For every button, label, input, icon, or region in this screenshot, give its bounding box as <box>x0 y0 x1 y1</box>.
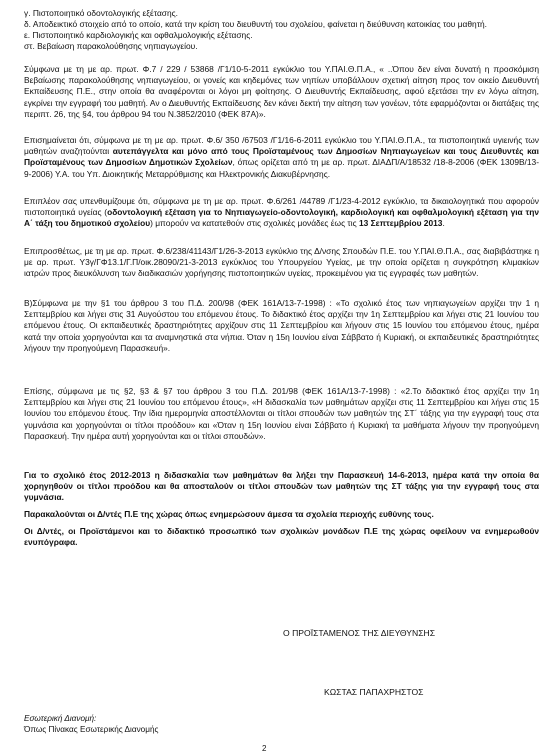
paragraph-7: Για το σχολικό έτος 2012-2013 η διδασκαλία των μαθημάτων θα λήξει την Παρασκευή 14-6-2013, ημέρα κατά την οποία θα χορηγηθούν οι τίτλοι προόδου και θα αποσταλούν οι τίτλοι σπουδών των μαθητών της ΣΤ τάξης για την εγγραφή τους στα γυμνάσια. <box>24 470 539 503</box>
paragraph-5: Β)Σύμφωνα με την §1 του άρθρου 3 του Π.Δ. 200/98 (ΦΕΚ 161Α/13-7-1998) : «Το σχολικό έτος των νηπιαγωγείων αρχίζει την 1 η Σεπτεμβρίου και λήγει στις 31 Αυγούστου του επόμενου έτους. Το διδακτικό έτος αρχίζει την 1η Σεπτεμβρίου και λήγει στις 21 Ιουνίου του επόμενου έτους. Οι εκπαιδευτικές δραστηριότητες αρχίζουν στις 11 Σεπτεμβρίου και λήγουν στις 15 Ιουνίου του επόμενου έτους, ημέρα κατά την οποία χορηγούνται και τα αναμνηστικά στα νήπια. Όταν η 15η Ιουνίου είναι Σάββατο ή Κυριακή, οι εκπαιδευτικές δραστηριότητες λήγουν την προηγούμενη Παρασκευή». <box>24 298 539 353</box>
paragraph-6: Επίσης, σύμφωνα με τις §2, §3 & §7 του άρθρου 3 του Π.Δ. 201/98 (ΦΕΚ 161Α/13-7-1998) : «2.Το διδακτικό έτος αρχίζει την 1η Σεπτεμβρίου και λήγει στις 21 Ιουνίου του επόμενου έτους», «Η διδασκαλία των μαθημάτων αρχίζει στις 11 Σεπτεμβρίου και λήγει στις 15 Ιουνίου του επόμενου έτους. Την ίδια ημερομηνία αποστέλλονται οι τίτλοι σπουδών των μαθητών της ΣΤ΄ τάξης για την εγγραφή τους στα γυμνάσια και χορηγούνται οι τίτλοι προόδου» και «Όταν η 15η Ιουνίου είναι Σάββατο ή Κυριακή τα μαθήματα λήγουν την προηγούμενη Παρασκευή. Την ημέρα αυτή χορηγούνται και οι τίτλοι σπουδών». <box>24 386 539 441</box>
paragraph-3: Επιπλέον σας υπενθυμίζουμε ότι, σύμφωνα με τη με αρ. πρωτ. Φ.6/261 /44789 /Γ1/23-4-2012 εγκύκλιο, τα δικαιολογητικά που αφορούν πιστοποιητικά υγείας (οδοντολογική εξέταση για το Νηπιαγωγείο-οδοντολογική, καρδιολογική και οφθαλμολογική εξέταση για την Α΄ τάξη του δημοτικού σχολείου) μπορούν να κατατεθούν στις σχολικές μονάδες έως τις 13 Σεπτεμβρίου 2013. <box>24 196 539 229</box>
paragraph-2: Επισημαίνεται ότι, σύμφωνα με τη με αρ. πρωτ. Φ.6/ 350 /67503 /Γ1/16-6-2011 εγκύκλιο του Υ.ΠΑΙ.Θ.Π.Α., τα πιστοποιητικά υγιεινής των μαθητών αναζητούνται αυτεπάγγελτα και μόνο από τους Προϊσταμένους των Δημοσίων Νηπιαγωγείων και τους Διευθυντές και Προϊσταμένους των Δημοσίων Δημοτικών Σχολείων, όπως ορίζεται από τη με αρ. πρωτ. ΔΙΑΔΠ/Α/18532 /18-8-2006 (ΦΕΚ 1309Β/13-9-2006) Υ.Α. του Υπ. Διοικητικής Μεταρρύθμισης και Ηλεκτρονικής Διακυβέρνησης. <box>24 135 539 179</box>
paragraph-9: Οι Δ/ντές, οι Προϊστάμενοι και το διδακτικό προσωπικό των σχολικών μονάδων Π.Ε της χώρας οφείλουν να ενημερωθούν ενυπόγραφα. <box>24 526 539 548</box>
internal-distribution-value: Όπως Πίνακας Εσωτερικής Διανομής <box>24 725 159 734</box>
list-item: στ. Βεβαίωση παρακολούθησης νηπιαγωγείου. <box>24 41 198 51</box>
list-item: ε. Πιστοποιητικό καρδιολογικής και οφθαλμολογικής εξέτασης. <box>24 30 253 40</box>
list-item: γ. Πιστοποιητικό οδοντολογικής εξέτασης. <box>24 8 178 18</box>
paragraph-8: Παρακαλούνται οι Δ/ντές Π.Ε της χώρας όπως ενημερώσουν άμεσα τα σχολεία περιοχής ευθύνης τους. <box>24 509 434 519</box>
list-item: δ. Αποδεικτικό στοιχείο από το οποίο, κατά την κρίση του διευθυντή του σχολείου, φαίνεται η διεύθυνση κατοικίας του μαθητή. <box>24 19 487 29</box>
signature-name: ΚΩΣΤΑΣ ΠΑΠΑΧΡΗΣΤΟΣ <box>324 687 424 697</box>
internal-distribution-label: Εσωτερική Διανομή: <box>24 714 97 723</box>
signature-title: Ο ΠΡΟΪΣΤΑΜΕΝΟΣ ΤΗΣ ΔΙΕΥΘΥΝΣΗΣ <box>283 628 436 638</box>
page-number: 2 <box>262 744 267 753</box>
paragraph-4: Επιπροσθέτως, με τη με αρ. πρωτ. Φ.6/238/41143/Γ1/26-3-2013 εγκύκλιο της Δ/νσης Σπουδών Π.Ε. του Υ.ΠΑΙ.Θ.Π.Α., σας διαβιβάστηκε η με αρ. πρωτ. Υ3γ/ΓΦ13.1/Γ.Π/οικ.28090/21-3-2013 εγκύκλιος του Υπουργείου Υγείας, με την οποία ορίζεται η συγκρότηση κλιμακίων ιατρών προς διευκόλυνση των διαδικασιών χορήγησης πιστοποιητικών υγείας, προκειμένου για τις εγγραφές των μαθητών. <box>24 246 539 279</box>
paragraph-1: Σύμφωνα με τη με αρ. πρωτ. Φ.7 / 229 / 53868 /Γ1/10-5-2011 εγκύκλιο του Υ.ΠΑΙ.Θ.Π.Α., « ..Όπου δεν είναι δυνατή η προσκόμιση Βεβαίωσης παρακολούθησης νηπιαγωγείου, οι γονείς και κηδεμόνες των νηπίων υποβάλλουν σχετική αίτηση προς τον οικείο Διευθυντή Εκπαίδευσης Π.Ε., στην οποία θα αναφέρονται οι λόγοι μη φοίτησης. Ο Διευθυντής Εκπαίδευσης, αφού εξετάσει την εν λόγω αίτηση, εγκρίνει την εγγραφή του μαθητή. Αν ο Διευθυντής Εκπαίδευσης δεν κάνει δεκτή την αίτηση των γονέων, τότε εφαρμόζονται οι διατάξεις της περιπτ. 26, της §4, του άρθρου 94 του Ν.3852/2010 (ΦΕΚ 87Α)». <box>24 64 539 119</box>
document-list <box>24 8 539 52</box>
